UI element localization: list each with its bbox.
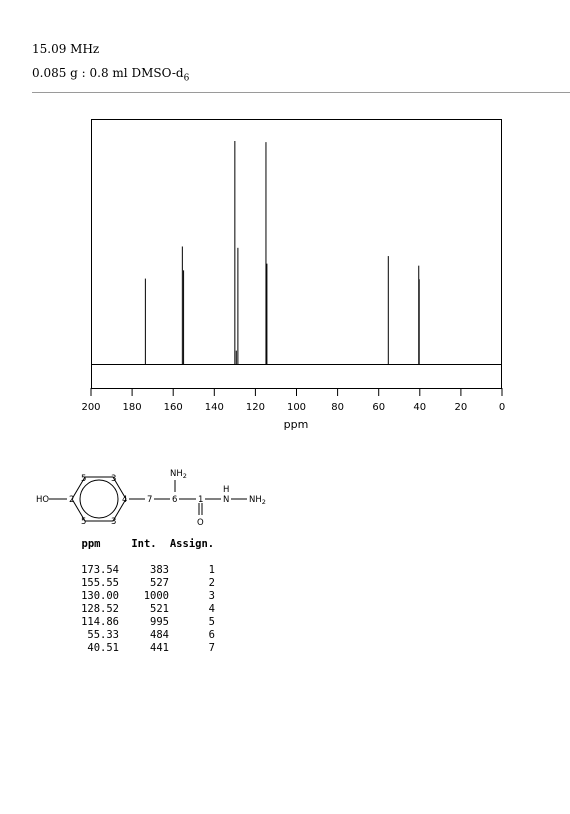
h-label: H: [223, 485, 230, 495]
x-tick-label: 80: [331, 402, 344, 413]
cell-ppm: 128.52: [81, 603, 119, 615]
cell-assign: 6: [208, 629, 215, 641]
cell-ppm: 173.54: [81, 564, 119, 576]
table-row: [63, 629, 215, 642]
header-assign: Assign.: [169, 538, 215, 550]
nh2-top-sub: 2: [182, 472, 187, 480]
cell-assign: 5: [208, 616, 215, 628]
c6-label: 6: [172, 495, 178, 505]
peak-table-grid: [63, 538, 215, 655]
x-tick-label: 200: [81, 402, 101, 413]
header-int: Int.: [131, 538, 157, 550]
plot-frame: [92, 120, 502, 389]
x-tick-label: 160: [163, 402, 183, 413]
x-tick-label: 20: [454, 402, 468, 413]
c7-label: 7: [147, 495, 153, 505]
cell-int: 441: [150, 642, 169, 654]
table-row: [63, 590, 215, 603]
nh2-top-label: [170, 469, 187, 480]
x-tick-label: 120: [245, 402, 265, 413]
cell-ppm: 155.55: [81, 577, 119, 589]
cell-assign: 1: [208, 564, 215, 576]
spectrometer-frequency: 15.09 MHz: [32, 42, 100, 56]
cell-assign: 3: [208, 590, 215, 602]
c1-label: 1: [198, 495, 204, 505]
cell-assign: 2: [208, 577, 215, 589]
sample-text: 0.085 g : 0.8 ml DMSO-d: [32, 66, 184, 80]
o-label: O: [197, 518, 204, 528]
cell-assign: 4: [208, 603, 215, 615]
nh2-top-text: NH: [170, 469, 183, 479]
cell-int: 527: [150, 577, 169, 589]
x-tick-label: 0: [498, 402, 506, 413]
table-spacer: [63, 551, 215, 564]
cell-ppm: 55.33: [87, 629, 119, 641]
header-ppm: ppm: [81, 538, 101, 550]
x-tick-label: 60: [372, 402, 386, 413]
table-row: [63, 603, 215, 616]
n-label: N: [223, 495, 230, 505]
c5-top-label: 5: [81, 474, 87, 484]
x-axis-label: ppm: [283, 418, 309, 431]
aromatic-circle: [80, 480, 118, 518]
peak-table: [63, 538, 215, 655]
nh2-end-sub: 2: [261, 498, 266, 506]
table-row: [63, 564, 215, 577]
c4-label: 4: [122, 495, 128, 505]
x-tick-label: 100: [286, 402, 307, 413]
c2-label: 2: [69, 495, 75, 505]
nh2-end-text: NH: [249, 495, 262, 505]
table-row: [63, 577, 215, 590]
cell-int: 521: [150, 603, 169, 615]
spectrum-peaks: [145, 141, 419, 364]
table-row: [63, 642, 215, 655]
cell-assign: 7: [208, 642, 215, 654]
ho-label: HO: [36, 495, 50, 505]
cell-ppm: 114.86: [81, 616, 119, 628]
x-tick-label: 40: [413, 402, 427, 413]
sample-subscript: 6: [183, 73, 190, 84]
cell-int: 995: [150, 616, 169, 628]
c3-top-label: 3: [111, 474, 117, 484]
c5-bot-label: 5: [81, 517, 87, 527]
nh2-end-label: [249, 495, 266, 506]
c3-bot-label: 3: [111, 517, 117, 527]
cell-int: 484: [150, 629, 169, 641]
table-row: [63, 616, 215, 629]
x-axis-ticks: [81, 388, 505, 413]
cell-ppm: 130.00: [81, 590, 119, 602]
molecular-structure: [30, 465, 290, 530]
cell-int: 1000: [143, 590, 169, 602]
cell-int: 383: [150, 564, 169, 576]
x-tick-label: 180: [122, 402, 142, 413]
cell-ppm: 40.51: [87, 642, 119, 654]
x-tick-label: 140: [204, 402, 224, 413]
table-header-row: [63, 538, 215, 551]
